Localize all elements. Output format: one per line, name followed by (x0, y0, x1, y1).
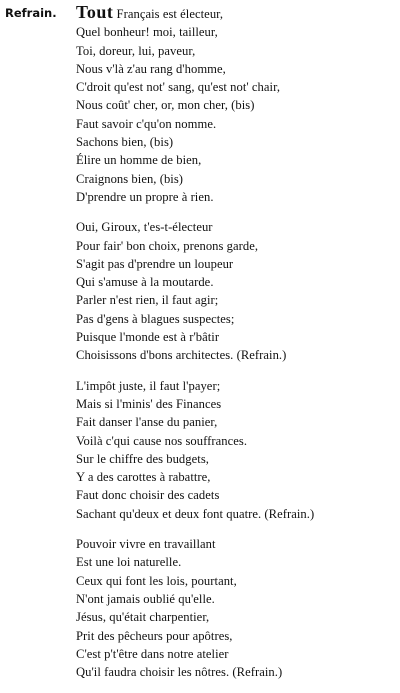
stanza-3 (76, 377, 398, 523)
stanza-2 (76, 218, 398, 364)
poem-line: Pas d'gens à blagues suspectes; (76, 311, 235, 326)
poem-line (76, 3, 398, 23)
poem-line: Faut savoir c'qu'on nomme. (76, 116, 217, 131)
poem-line: Fait danser l'anse du panier, (76, 415, 218, 430)
poem-line: S'agit pas d'prendre un loupeur (76, 256, 234, 271)
poem-line: Craignons bien, (bis) (76, 171, 184, 186)
poem-line: Jésus, qu'était charpentier, (76, 610, 210, 625)
poem-line: Est une loi naturelle. (76, 555, 182, 570)
poem-line: Faut donc choisir des cadets (76, 488, 220, 503)
poem-line: Mais si l'minis' des Finances (76, 396, 222, 411)
line-text: Français est électeur, (113, 7, 224, 21)
stanza-1 (76, 3, 398, 206)
poem-line: Pouvoir vivre en travaillant (76, 537, 216, 552)
poem-line: Parler n'est rien, il faut agir; (76, 293, 219, 308)
poem-line: Puisque l'monde est à r'bâtir (76, 330, 220, 345)
poem-line: Sachons bien, (bis) (76, 135, 174, 150)
poem-line: Pour fair' bon choix, prenons garde, (76, 238, 259, 253)
drop-cap-word: Tout (76, 2, 114, 22)
poem-line: Voilà c'qui cause nos souffrances. (76, 433, 248, 448)
refrain-label: Refrain. (5, 6, 57, 20)
poem-line: Choisissons d'bons architectes. (Refrain.) (76, 348, 287, 363)
poem-line: L'impôt juste, il faut l'payer; (76, 378, 221, 393)
poem-line: N'ont jamais oublié qu'elle. (76, 591, 215, 606)
poem-line: Sachant qu'deux et deux font quatre. (Refrain.) (76, 506, 315, 521)
stanza-4 (76, 535, 398, 681)
poem-line: Quel bonheur! moi, tailleur, (76, 25, 218, 40)
poem-line: Nous v'là z'au rang d'homme, (76, 61, 226, 76)
poem-line: Sur le chiffre des budgets, (76, 451, 209, 466)
poem-line: C'droit qu'est not' sang, qu'est not' chair, (76, 80, 281, 95)
poem-line: Toi, doreur, lui, paveur, (76, 43, 196, 58)
poem-line: D'prendre un propre à rien. (76, 189, 214, 204)
poem-line: Qui s'amuse à la moutarde. (76, 275, 214, 290)
poem-line: Ceux qui font les lois, pourtant, (76, 573, 237, 588)
poem-line: Oui, Giroux, t'es-t-électeur (76, 220, 213, 235)
poem-line: Qu'il faudra choisir les nôtres. (Refrain.) (76, 665, 283, 680)
poem (76, 0, 398, 693)
poem-line: Y a des carottes à rabattre, (76, 470, 211, 485)
poem-line: Élire un homme de bien, (76, 153, 202, 168)
poem-line: Nous coût' cher, or, mon cher, (bis) (76, 98, 255, 113)
poem-line: Prit des pêcheurs pour apôtres, (76, 628, 233, 643)
poem-line: C'est p't'être dans notre atelier (76, 646, 229, 661)
